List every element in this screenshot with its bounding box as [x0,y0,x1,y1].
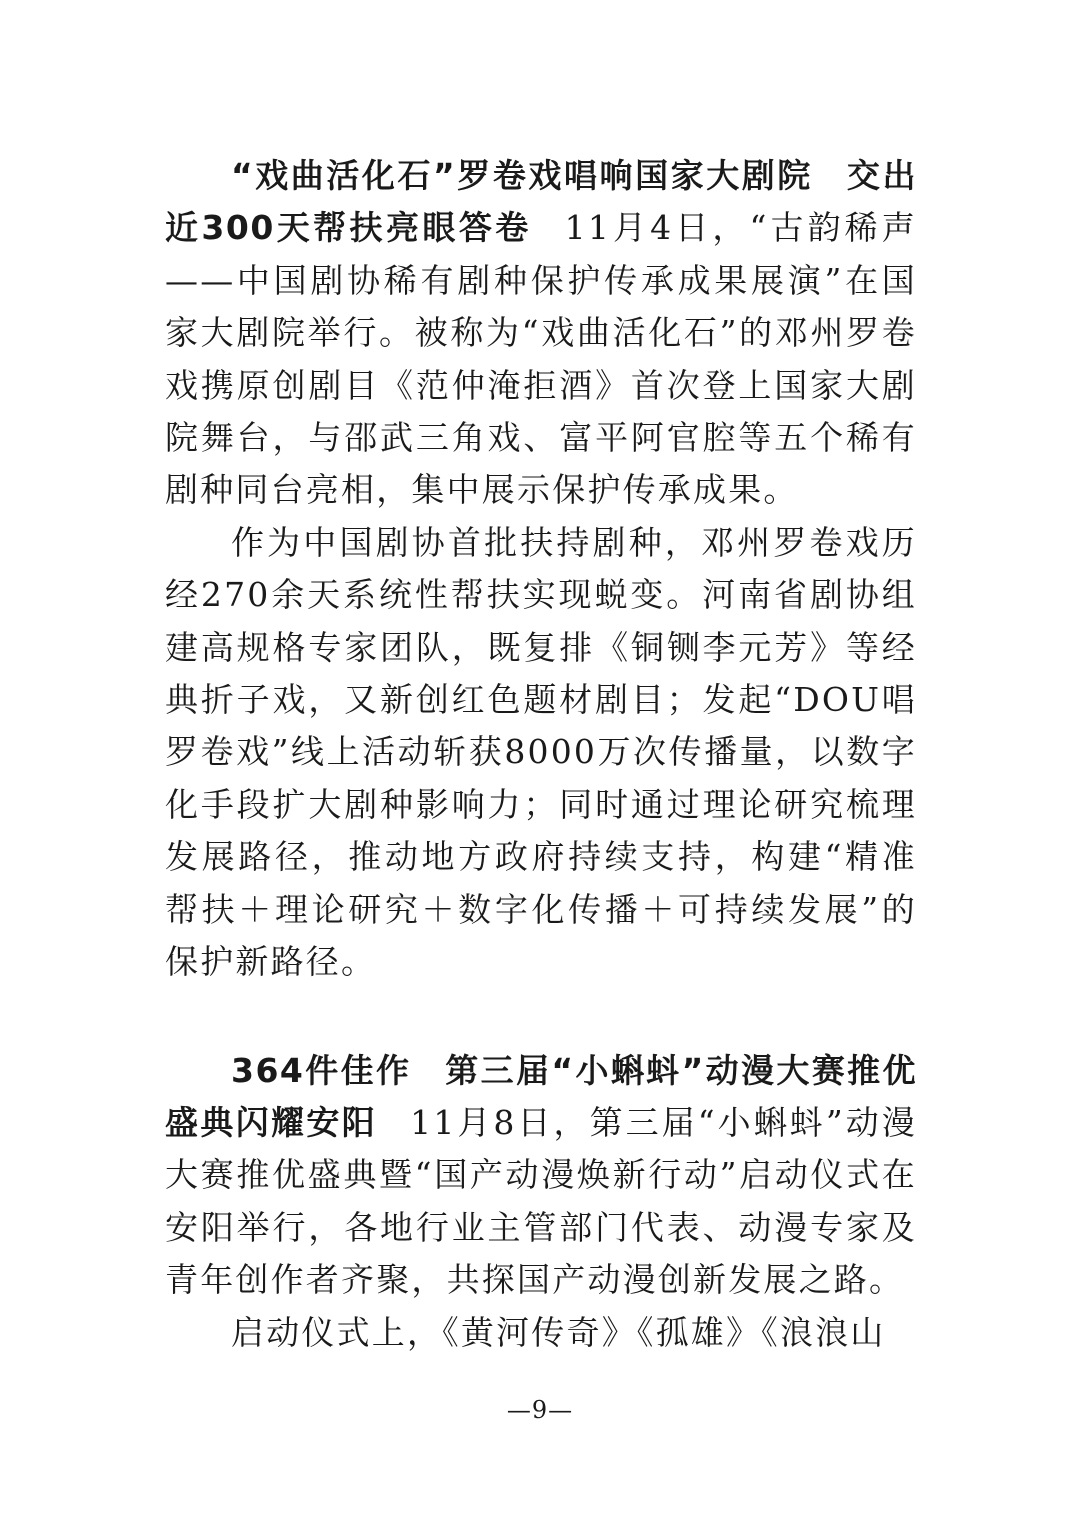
page-content [165,150,917,1359]
article-1-body-paragraph: 作为中国剧协首批扶持剧种，邓州罗卷戏历经270余天系统性帮扶实现蜕变。河南省剧协组建高规格专家团队，既复排《铜铡李元芳》等经典折子戏，又新创红色题材剧目；发起“DOU唱罗卷戏”线上活动斩获8000万次传播量，以数字化手段扩大剧种影响力；同时通过理论研究梳理发展路径，推动地方政府持续支持，构建“精准帮扶＋理论研究＋数字化传播＋可持续发展”的保护新路径。 [165,522,917,982]
article-2-headline-part1: 364件佳作 [231,1050,412,1090]
article-1-headline-part1: “戏曲活化石”罗卷戏唱响国家大剧院 [231,156,813,195]
page-number: —9— [506,1396,574,1424]
article-2-headline-part2: 第三届“小蝌蚪”动漫大赛推优盛典闪耀安阳 [165,1050,917,1142]
article-2-body-paragraph: 启动仪式上，《黄河传奇》《孤雄》《浪浪山 [231,1312,886,1352]
article-2-lead-text: 11月8日，第三届“小蝌蚪”动漫大赛推优盛典暨“国产动漫焕新行动”启动仪式在安阳举行，各地行业主管部门代表、动漫专家及青年创作者齐聚，共探国产动漫创新发展之路。 [165,1102,917,1300]
article-1-lead-text: 11月4日，“古韵稀声——中国剧协稀有剧种保护传承成果展演”在国家大剧院举行。被称为“戏曲活化石”的邓州罗卷戏携原创剧目《范仲淹拒酒》首次登上国家大剧院舞台，与邵武三角戏、富平阿官腔等五个稀有剧种同台亮相，集中展示保护传承成果。 [165,208,918,510]
article-1-lead-paragraph [165,150,917,517]
section-spacer [165,989,917,1045]
article-2-lead-paragraph [165,1045,917,1307]
article-1-headline-part2: 交出近300天帮扶亮眼答卷 [165,156,917,248]
